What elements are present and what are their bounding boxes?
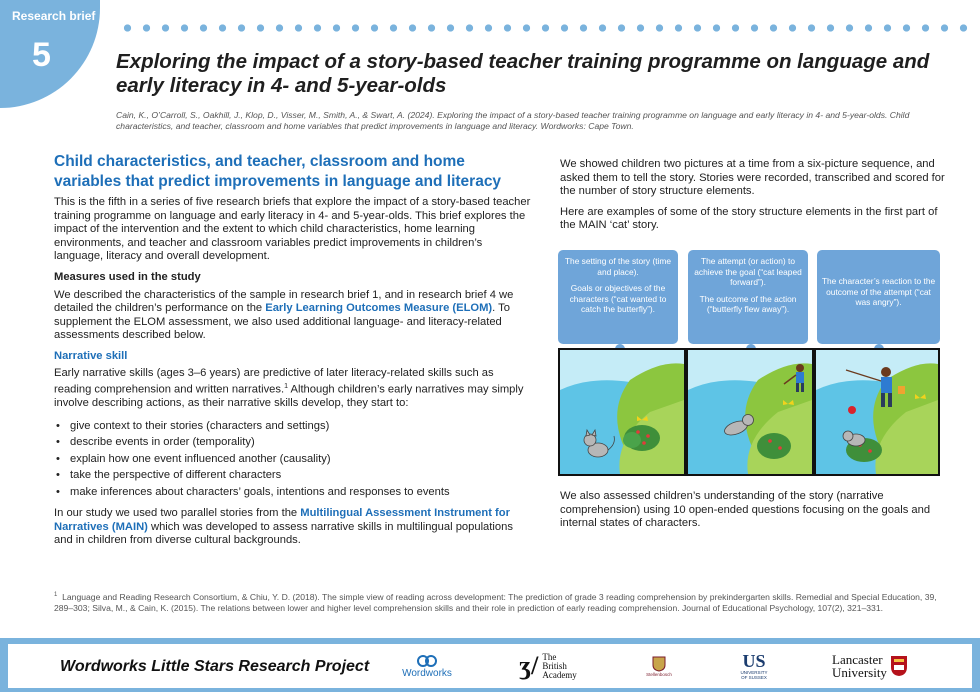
story-box-2: The attempt (or action) to achieve the goal (“cat leaped forward”). The outcome of the action (“butterfly flew away”). bbox=[688, 250, 808, 344]
list-item: • make inferences about characters’ goals, intentions and responses to events bbox=[54, 484, 534, 501]
right-column-bottom bbox=[560, 490, 948, 538]
measures-paragraph: We described the characteristics of the sample in research brief 1, and in research brief 4 we detailed the children’s performance on the Early Learning Outcomes Measure (ELOM). To supplement the ELOM assessment, we also used additional language- and literacy-related assessments described below. bbox=[54, 288, 514, 341]
story-picture-1 bbox=[558, 348, 686, 476]
footnote-text: Language and Reading Research Consortium, & Chiu, Y. D. (2018). The simple view of reading across development: The prediction of grade 3 reading comprehension by prekindergarten skills. Remedial and Special Education, 39, 289–303; Silva, M., & Cain, K. (2015). The relations between lower and higher level comprehension skills and their role in prediction of early reading comprehension. Journal of Educational Psychology, 107(2), 321–331. bbox=[54, 591, 937, 613]
study-paragraph: In our study we used two parallel stories from the Multilingual Assessment Instrument for Narratives (MAIN) which was developed to assess narrative skills in multilingual populations and in children from diverse cultural backgrounds. bbox=[54, 507, 513, 547]
measures-heading: Measures used in the study bbox=[54, 270, 201, 283]
project-name: Wordworks Little Stars Research Project bbox=[60, 658, 370, 675]
story-box-3: The character’s reaction to the outcome of the attempt (“cat was angry”). bbox=[817, 250, 940, 344]
footnote-number: 1 bbox=[54, 592, 58, 598]
intro-paragraph: This is the fifth in a series of five research briefs that explore the impact of a story-based teacher training programme on language and early literacy in 4- and 5-year-olds. This brief explores the impact of the intervention and the extent to which child characteristics, home learning environments, and teacher and classroom variables predict improvements in children’s language, literacy and overall development. bbox=[54, 196, 531, 262]
british-academy-icon: ʒ/ bbox=[519, 651, 539, 680]
main-link[interactable]: Multilingual Assessment Instrument for Narratives (MAIN) bbox=[54, 507, 510, 533]
lancaster-logo: Lancaster University bbox=[824, 648, 916, 684]
british-academy-logo: ʒ/ The British Academy bbox=[519, 651, 577, 680]
sussex-logo: US UNIVERSITY OF SUSSEX bbox=[740, 651, 768, 680]
right-column bbox=[560, 158, 948, 240]
right-paragraph-2: Here are examples of some of the story structure elements in the first part of the MAIN ‘cat’ story. bbox=[560, 205, 938, 231]
narrative-heading: Narrative skill bbox=[54, 349, 128, 362]
stellenbosch-crest-icon bbox=[652, 656, 666, 672]
wordworks-logo: Wordworks bbox=[392, 648, 462, 684]
brief-number: 5 bbox=[32, 36, 51, 74]
list-item: • explain how one event influenced another (causality) bbox=[54, 451, 534, 468]
wordworks-icon bbox=[416, 654, 438, 668]
page-title: Exploring the impact of a story-based teacher training programme on language and early literacy in 4- and 5-year-olds bbox=[116, 50, 930, 97]
right-paragraph-3: We also assessed children’s understanding of the story (narrative comprehension) using 10 open-ended questions focusing on the goals and internal states of characters. bbox=[560, 490, 931, 529]
elom-link[interactable]: Early Learning Outcomes Measure (ELOM) bbox=[265, 302, 493, 314]
cat-leaps-illustration bbox=[688, 350, 812, 474]
skills-list bbox=[54, 418, 534, 501]
brief-label: Research brief bbox=[12, 9, 96, 23]
story-picture-2 bbox=[686, 348, 814, 476]
footnote-ref: 1 bbox=[284, 383, 288, 390]
narrative-paragraph: Early narrative skills (ages 3–6 years) are predictive of later literacy-related skills such as reading comprehension and written narratives.$^1$ Although children’s early narratives may simply involve describing actions, as their narrative skills develop, they start to: bbox=[54, 366, 524, 410]
stellenbosch-logo: Stellenbosch bbox=[634, 648, 684, 684]
cat-angry-illustration bbox=[816, 350, 938, 474]
section-title: Child characteristics, and teacher, classroom and home variables that predict improvements in language and literacy bbox=[54, 153, 502, 190]
footer-band bbox=[0, 638, 980, 692]
story-picture-3 bbox=[814, 348, 940, 476]
lancaster-crest-icon bbox=[890, 655, 908, 677]
story-panels bbox=[558, 250, 940, 478]
list-item: • describe events in order (temporality) bbox=[54, 434, 534, 451]
story-box-1: The setting of the story (time and place). Goals or objectives of the characters (“cat wanted to catch the butterfly”). bbox=[558, 250, 678, 344]
footnote bbox=[54, 590, 944, 614]
footer-panel bbox=[8, 644, 972, 688]
right-paragraph-1: We showed children two pictures at a time from a six-picture sequence, and asked them to tell the story. Stories were recorded, transcribed and scored for the number of story structure elements. bbox=[560, 158, 945, 197]
left-column bbox=[54, 152, 534, 555]
list-item: • give context to their stories (characters and settings) bbox=[54, 418, 534, 435]
cat-scene-illustration bbox=[560, 350, 684, 474]
list-item: • take the perspective of different characters bbox=[54, 467, 534, 484]
citation: Cain, K., O’Carroll, S., Oakhill, J., Klop, D., Visser, M., Smith, A., & Swart, A. (2024). Exploring the impact of a story-based teacher training programme on language and early literacy in 4- and 5-year-olds. Child characteristics, and teacher, classroom and home variables that predict improvements in language and literacy. Wordworks: Cape Town. bbox=[116, 110, 910, 131]
dotted-divider bbox=[118, 24, 970, 32]
